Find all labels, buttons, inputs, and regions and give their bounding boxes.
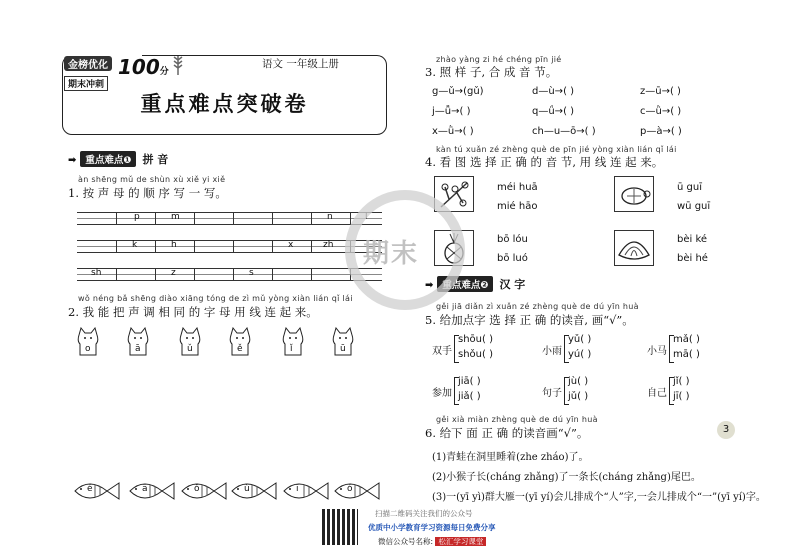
fish-icon: [282, 479, 330, 503]
cat-letter: ū: [340, 344, 346, 354]
q5-word: 双手: [432, 346, 452, 357]
q4-option: wū guī: [677, 201, 711, 212]
watermark-text: 期末: [363, 239, 420, 269]
q4-text: 4. 看 图 选 择 正 确 的 音 节, 用 线 连 起 来。: [425, 155, 664, 169]
shell-picture: [614, 230, 654, 266]
q5-option: jiā( ): [458, 376, 481, 387]
account-badge: 松汇学习课堂: [435, 537, 486, 546]
fish-letter: ā: [142, 484, 148, 494]
cat-icon: [280, 327, 306, 357]
q6-line: (1)青蛙在洞里睡着(zhe zháo)了。: [432, 452, 589, 463]
wheat-icon: [170, 54, 186, 76]
q5-option: yǔ( ): [568, 334, 592, 345]
turtle-picture: [614, 176, 654, 212]
letter-cell: l: [365, 212, 368, 222]
fish-icon: [73, 479, 121, 503]
q5-option: jī( ): [673, 391, 690, 402]
section-name: 拼 音: [142, 153, 169, 166]
q4-pinyin: kàn tú xuǎn zé zhèng què de pīn jié yòng xiàn lián qǐ lái: [436, 145, 677, 154]
q1-pinyin: àn shēng mǔ de shùn xù xiě yi xiě: [78, 175, 226, 184]
q3-item: ch—u—ō→( ): [532, 126, 596, 137]
q5-option: yú( ): [568, 349, 592, 360]
writing-row-2: [77, 240, 382, 253]
q5-option: mǎ( ): [673, 334, 700, 345]
letter-cell: p: [134, 212, 140, 222]
q3-item: p—à→( ): [640, 126, 682, 137]
brand-line1: 金榜优化: [64, 56, 112, 71]
cat-icon: [75, 327, 101, 357]
q4-option: bō lóu: [497, 234, 528, 245]
cat-letter: ǔ: [187, 344, 193, 354]
letter-cell: zh: [323, 240, 334, 250]
q5-word: 自己: [647, 388, 667, 399]
q3-item: g—ǔ→(gǔ): [432, 86, 484, 97]
footer-line3: [378, 536, 486, 547]
footer-line1: 扫描二维码关注我们的公众号: [375, 509, 473, 518]
q4-option: bèi hé: [677, 253, 708, 264]
q2-text: 2. 我 能 把 声 调 相 同 的 字 母 用 线 连 起 来。: [68, 305, 318, 319]
q5-option: jǔ( ): [568, 391, 589, 402]
fish-letter: ó: [347, 484, 353, 494]
q4-option: bō luó: [497, 253, 528, 264]
q5-word: 参加: [432, 388, 452, 399]
fish-letter: ù: [244, 484, 250, 494]
letter-cell: k: [132, 240, 138, 250]
cat-icon: [177, 327, 203, 357]
letter-cell: n: [327, 212, 333, 222]
page-title: 重点难点突破卷: [140, 91, 309, 116]
cat-letter: ā: [135, 344, 141, 354]
section-name: 汉 字: [499, 278, 526, 291]
q5-option: mā( ): [673, 349, 700, 360]
writing-row-1: [77, 212, 382, 225]
section-heading-pinyin: [68, 151, 168, 167]
q3-item: q—ǘ→( ): [532, 106, 575, 117]
page-number: 3: [717, 421, 735, 439]
q5-pinyin: gěi jiā diǎn zì xuǎn zé zhèng què de dú yīn huà: [436, 302, 639, 311]
score-number: 100: [118, 55, 160, 79]
cat-icon: [125, 327, 151, 357]
q3-pinyin: zhào yàng zi hé chéng pīn jié: [436, 55, 562, 64]
letter-cell: sh: [91, 268, 102, 278]
q5-word: 小马: [647, 346, 667, 357]
letter-cell: s: [249, 268, 254, 278]
letter-cell: x: [288, 240, 294, 250]
q6-line: (3)一(yī yì)群大雁一(yī yí)会儿排成个“人”字,一会儿排成个“一”(yī yí)字。: [432, 492, 766, 503]
q3-text: 3. 照 样 子, 合 成 音 节。: [425, 65, 558, 79]
footer-line2: 优质中小学教育学习资源每日免费分享: [368, 523, 496, 532]
q3-item: x—ǜ→( ): [432, 126, 474, 137]
q5-option: jǐ( ): [673, 376, 690, 387]
arrow-right-icon: ➡: [68, 155, 77, 166]
q5-option: shōu( ): [458, 334, 493, 345]
q3-item: d—ù→( ): [532, 86, 575, 97]
q5-option: jiǎ( ): [458, 391, 481, 402]
q3-item: c—ǜ→( ): [640, 106, 682, 117]
score-badge: [118, 55, 169, 79]
cat-letter: ǐ: [290, 344, 293, 354]
q5-text: 5. 给加点字 选 择 正 确 的读音, 画“√”。: [425, 313, 634, 327]
footer-label: 微信公众号名称:: [378, 537, 434, 546]
subject-label: 语文 一年级上册: [256, 56, 345, 71]
q3-item: j—ǚ→( ): [432, 106, 471, 117]
cat-letter: ě: [237, 344, 243, 354]
fish-letter: é: [87, 484, 93, 494]
fish-icon: [128, 479, 176, 503]
fish-letter: ǒ: [194, 484, 200, 494]
q5-option: shǒu( ): [458, 349, 493, 360]
q2-pinyin: wǒ néng bǎ shēng diào xiāng tóng de zì mǔ yòng xiàn lián qǐ lái: [78, 294, 353, 303]
q4-option: bèi ké: [677, 234, 708, 245]
q4-option: mié hāo: [497, 201, 538, 212]
q5-word: 句子: [542, 388, 562, 399]
q6-line: (2)小猴子长(cháng zhǎng)了一条长(cháng zhǎng)尾巴。: [432, 472, 701, 483]
section-tag: 重点难点❷: [437, 276, 493, 292]
fish-icon: [333, 479, 381, 503]
q6-text: 6. 给下 面 正 确 的读音画“√”。: [425, 426, 589, 440]
q3-item: z—ū→( ): [640, 86, 681, 97]
letter-cell: z: [171, 268, 176, 278]
fish-letter: ī: [296, 484, 299, 494]
fish-icon: [180, 479, 228, 503]
q4-option: ū guī: [677, 182, 702, 193]
cat-letter: o: [85, 344, 91, 354]
arrow-right-icon: ➡: [425, 280, 434, 291]
q1-text: 1. 按 声 母 的 顺 序 写 一 写。: [68, 186, 227, 200]
writing-row-3: [77, 268, 382, 281]
cat-icon: [227, 327, 253, 357]
section-tag: 重点难点❶: [80, 151, 136, 167]
qr-code-icon: [322, 509, 358, 545]
score-unit: 分: [159, 67, 169, 77]
brand-line2: 期末冲刺: [64, 76, 108, 91]
q5-word: 小雨: [542, 346, 562, 357]
fish-icon: [230, 479, 278, 503]
q4-option: méi huā: [497, 182, 538, 193]
q6-pinyin: gěi xià miàn zhèng què de dú yīn huà: [436, 415, 598, 424]
q5-option: jù( ): [568, 376, 589, 387]
letter-cell: h: [171, 240, 177, 250]
cat-icon: [330, 327, 356, 357]
letter-cell: m: [171, 212, 180, 222]
